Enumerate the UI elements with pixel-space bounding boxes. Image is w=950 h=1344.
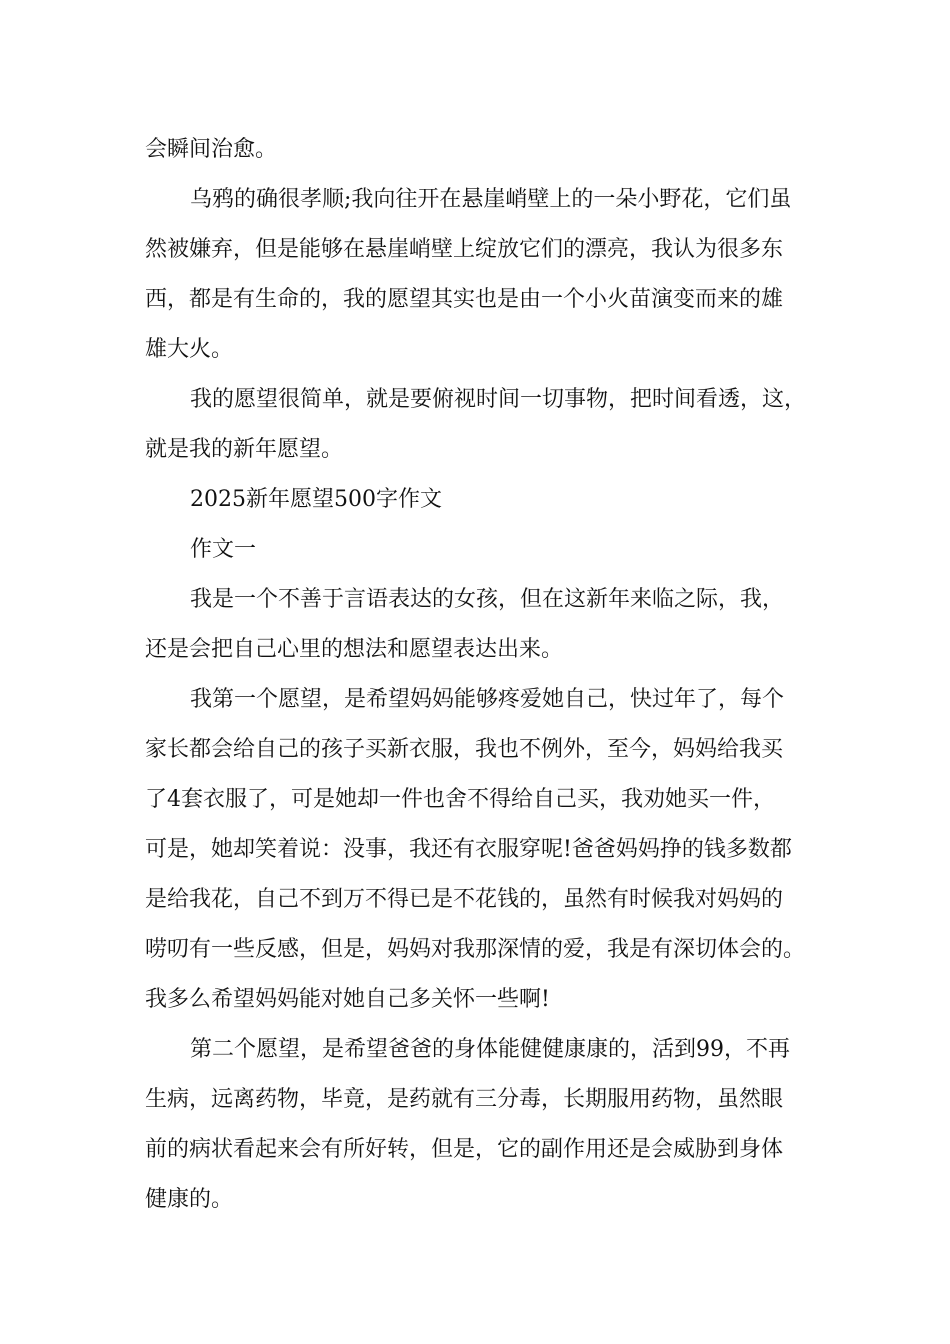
paragraph-start: 我第一个愿望，是希望妈妈能够疼爱她自己，快过年了，每个 xyxy=(190,687,785,712)
text-line: 还是会把自己心里的想法和愿望表达出来。 xyxy=(145,637,564,662)
text-line: 会瞬间治愈。 xyxy=(145,137,278,162)
text-line: 是给我花，自己不到万不得已是不花钱的，虽然有时候我对妈妈的 xyxy=(145,887,784,912)
paragraph-start: 我是一个不善于言语表达的女孩，但在这新年来临之际，我， xyxy=(190,587,785,612)
text-line: 健康的。 xyxy=(145,1187,234,1212)
text-line: 就是我的新年愿望。 xyxy=(145,437,344,462)
text-line: 西，都是有生命的，我的愿望其实也是由一个小火苗演变而来的雄 xyxy=(145,287,784,312)
text-line: 唠叨有一些反感，但是，妈妈对我那深情的爱，我是有深切体会的。 xyxy=(145,937,806,962)
text-line: 生病，远离药物，毕竟，是药就有三分毒，长期服用药物，虽然眼 xyxy=(145,1087,784,1112)
paragraph-start: 乌鸦的确很孝顺;我向往开在悬崖峭壁上的一朵小野花，它们虽 xyxy=(190,187,792,212)
text-line: 了4套衣服了，可是她却一件也舍不得给自己买，我劝她买一件， xyxy=(145,787,775,812)
text-line: 然被嫌弃，但是能够在悬崖峭壁上绽放它们的漂亮，我认为很多东 xyxy=(145,237,784,262)
text-line: 我多么希望妈妈能对她自己多关怀一些啊! xyxy=(145,987,550,1012)
paragraph-start: 我的愿望很简单，就是要俯视时间一切事物，把时间看透，这， xyxy=(190,387,807,412)
essay-subtitle: 作文一 xyxy=(190,537,257,562)
section-title: 2025新年愿望500字作文 xyxy=(190,487,442,512)
text-line: 前的病状看起来会有所好转，但是，它的副作用还是会威胁到身体 xyxy=(145,1137,784,1162)
paragraph-start: 第二个愿望，是希望爸爸的身体能健健康康的，活到99，不再 xyxy=(190,1037,790,1062)
text-line: 雄大火。 xyxy=(145,337,234,362)
text-line: 可是，她却笑着说：没事，我还有衣服穿呢!爸爸妈妈挣的钱多数都 xyxy=(145,837,792,862)
text-line: 家长都会给自己的孩子买新衣服，我也不例外，至今，妈妈给我买 xyxy=(145,737,784,762)
